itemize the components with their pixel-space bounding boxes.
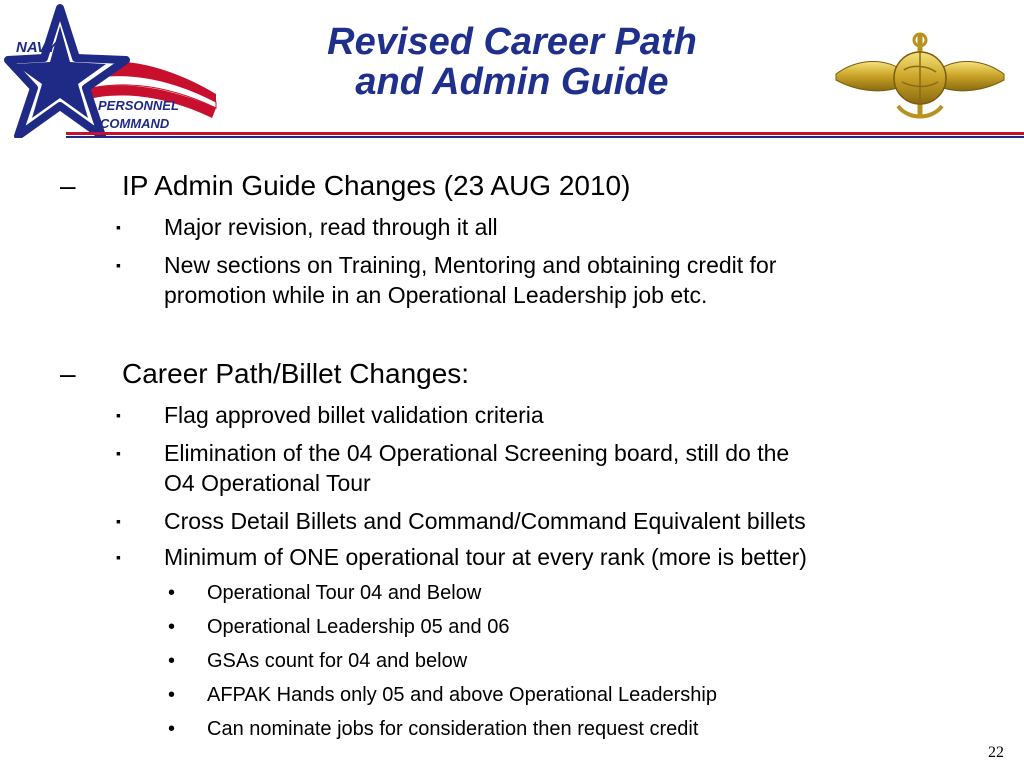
sub-list-item-text: Can nominate jobs for consideration then request credit (207, 718, 699, 740)
square-bullet: ▪ (116, 219, 121, 235)
sub-list-item-text: Operational Leadership 05 and 06 (207, 616, 510, 638)
list-item-text-line-2: promotion while in an Operational Leadership job etc. (164, 282, 708, 308)
list-item-text: Elimination of the 04 Operational Screening board, still do the (164, 440, 790, 466)
list-item-text-line-2: O4 Operational Tour (164, 470, 371, 496)
sub-list-item-text: GSAs count for 04 and below (207, 650, 468, 672)
list-item-text: Major revision, read through it all (164, 214, 498, 240)
sub-list-item-text: Operational Tour 04 and Below (207, 582, 482, 604)
dot-bullet: • (168, 718, 176, 740)
dot-bullet: • (168, 616, 176, 638)
logo-text-command: COMMAND (100, 116, 170, 131)
title-line-1: Revised Career Path (327, 21, 697, 63)
page-number: 22 (988, 744, 1004, 761)
logo-text-personnel: PERSONNEL (98, 98, 179, 113)
dot-bullet: • (168, 650, 176, 672)
list-item-text: Flag approved billet validation criteria (164, 402, 544, 428)
warfare-insignia-icon (828, 28, 1012, 124)
title-line-2: and Admin Guide (355, 61, 669, 103)
list-item-text: Cross Detail Billets and Command/Command Equivalent billets (164, 508, 806, 534)
list-item-text: Minimum of ONE operational tour at every rank (more is better) (164, 544, 807, 570)
logo-text-navy: NAVY (16, 39, 57, 56)
square-bullet: ▪ (116, 549, 121, 565)
square-bullet: ▪ (116, 513, 121, 529)
list-item-text: New sections on Training, Mentoring and obtaining credit for (164, 252, 777, 278)
dot-bullet: • (168, 684, 176, 706)
sub-list-item-text: AFPAK Hands only 05 and above Operational Leadership (207, 684, 717, 706)
dash-marker: – (60, 170, 76, 201)
square-bullet: ▪ (116, 407, 121, 423)
dash-marker: – (60, 358, 76, 389)
section-2-heading: Career Path/Billet Changes: (122, 358, 470, 389)
section-1-heading: IP Admin Guide Changes (23 AUG 2010) (122, 170, 631, 201)
square-bullet: ▪ (116, 445, 121, 461)
header-rule-blue (66, 136, 1024, 138)
square-bullet: ▪ (116, 257, 121, 273)
header-rule-red (66, 132, 1024, 135)
dot-bullet: • (168, 582, 176, 604)
